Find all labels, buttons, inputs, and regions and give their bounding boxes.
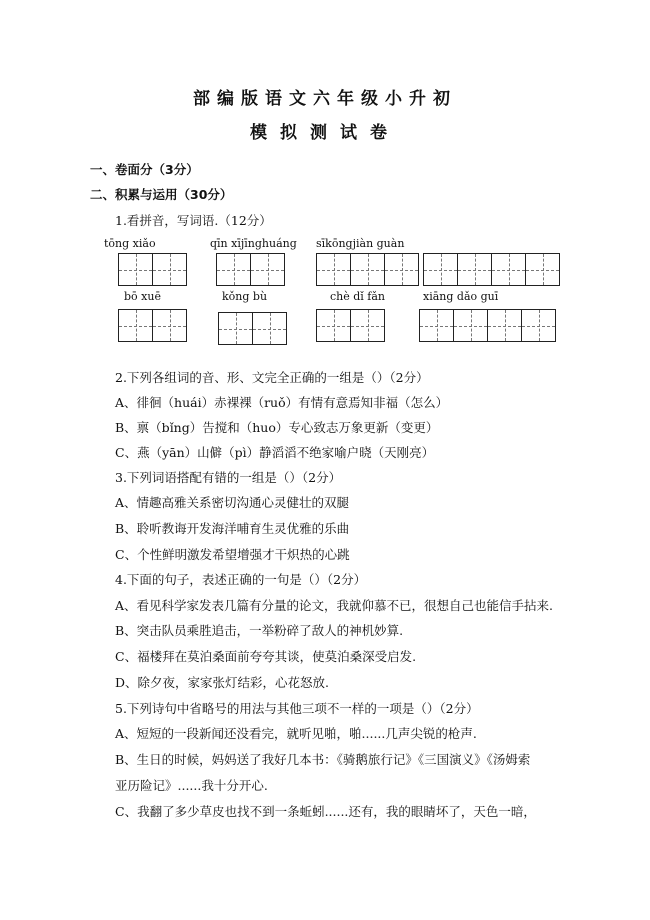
pinyin-label: kǒng bù [222,290,268,303]
question-2-option-c: C、燕（yān）山僻（pì）静滔滔不绝家喻户晓（天刚亮） [115,445,435,460]
question-4-option-a: A、看见科学家发表几篇有分量的论文，我就仰慕不已，很想自己也能信手拈来. [115,598,554,613]
writing-grid [316,253,419,286]
question-2-option-b: B、禀（bǐng）告搅和（huo）专心致志万象更新（变更） [115,420,439,435]
exam-title: 部编版语文六年级小升初 [193,89,457,109]
question-3-option-b: B、聆听教诲开发海洋哺育生灵优雅的乐曲 [115,521,350,536]
question-4-prompt: 4.下面的句子，表述正确的一句是（）（2分） [115,572,367,587]
question-5-option-a: A、短短的一段新闻还没看完，就听见啪，啪......几声尖锐的枪声. [115,726,477,741]
question-3-option-c: C、个性鲜明激发希望增强才干炽热的心跳 [115,547,350,562]
question-4-option-d: D、除夕夜，家家张灯结彩，心花怒放. [115,675,329,690]
question-5-option-c: C、我翻了多少草皮也找不到一条蚯蚓......还有，我的眼睛坏了，天色一暗， [115,804,536,819]
question-1-prompt: 1.看拼音，写词语.（12分） [115,213,272,228]
pinyin-label: bō xuē [124,290,161,303]
writing-grid [216,253,285,286]
pinyin-label: xiāng dǎo guī [423,290,499,303]
writing-grid [118,253,187,286]
writing-grid [423,253,560,286]
question-3-prompt: 3.下列词语搭配有错的一组是（）（2分） [115,470,342,485]
writing-grid [419,309,556,342]
question-4-option-c: C、福楼拜在莫泊桑面前夸夸其谈，使莫泊桑深受启发. [115,649,417,664]
writing-grid [118,309,187,342]
section-heading-2: 二、积累与运用（30分） [90,187,233,202]
pinyin-label: sīkōngjiàn guàn [316,237,405,250]
question-2-option-a: A、徘徊（huái）赤裸裸（ruǒ）有情有意焉知非福（怎么） [115,395,449,410]
question-2-prompt: 2.下列各组词的音、形、文完全正确的一组是（）（2分） [115,370,429,385]
question-5-prompt: 5.下列诗句中省略号的用法与其他三项不一样的一项是（）（2分） [115,701,479,716]
exam-subtitle: 模拟测试卷 [250,123,400,143]
pinyin-label: qīn xījīnghuáng [210,237,297,250]
writing-grid [218,312,287,345]
pinyin-label: tōng xiǎo [104,237,156,250]
writing-grid [316,309,385,342]
question-3-option-a: A、情趣高雅关系密切沟通心灵健壮的双腿 [115,495,350,510]
question-4-option-b: B、突击队员乘胜追击，一举粉碎了敌人的神机妙算. [115,623,404,638]
question-5-option-b: B、生日的时候，妈妈送了我好几本书：《骑鹅旅行记》《三国演义》《汤姆索 [115,752,531,767]
pinyin-label: chè dǐ fǎn [330,290,386,303]
question-5-option-b-continued: 亚历险记》......我十分开心. [115,778,268,793]
section-heading-1: 一、卷面分（3分） [90,162,199,177]
